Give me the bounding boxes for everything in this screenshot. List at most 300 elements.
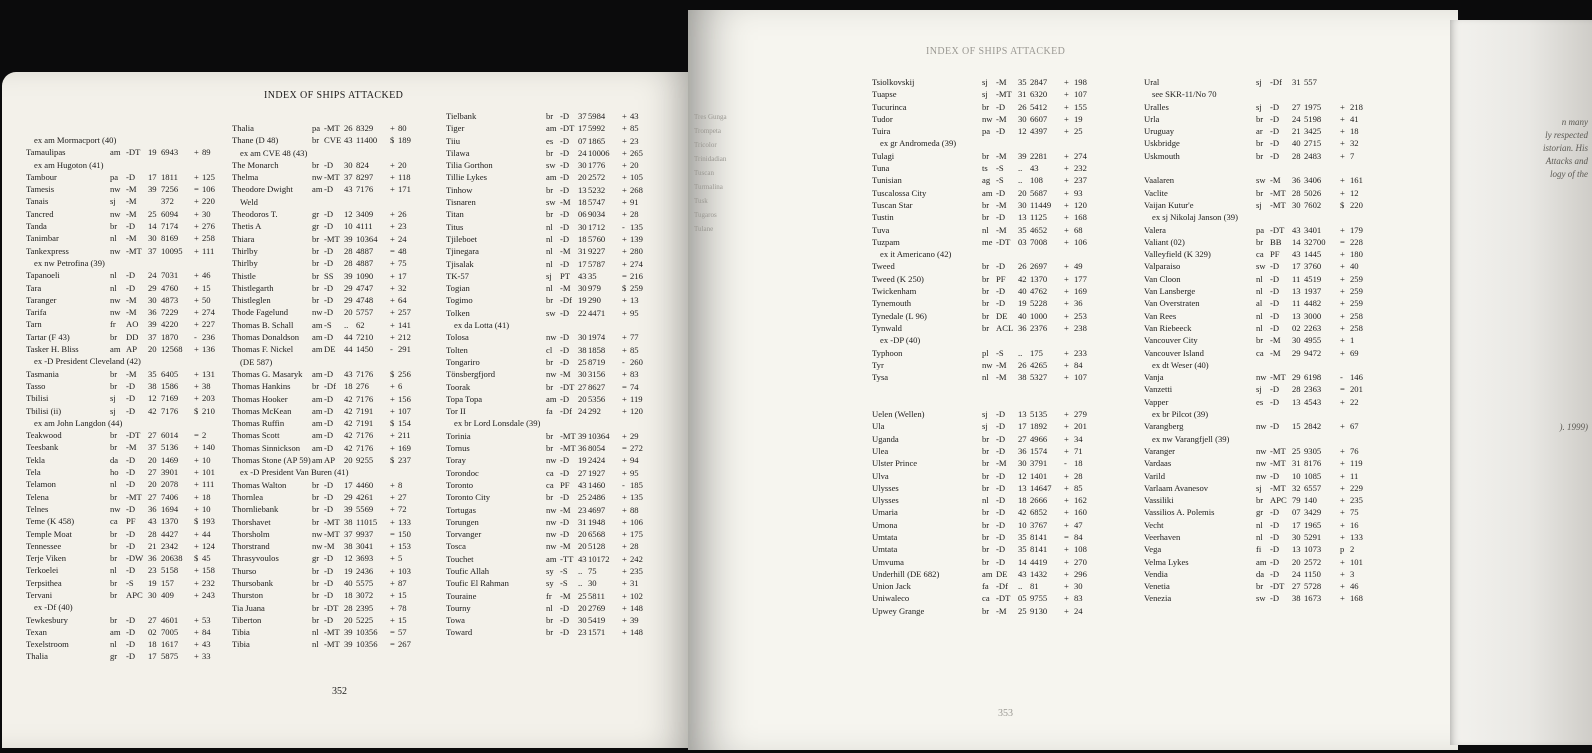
page-ref: 270 [1074,556,1087,567]
index-entry [446,381,676,393]
result: + [1340,286,1345,297]
type: -D [126,380,136,391]
page-ref: 135 [630,221,643,232]
tons: 7229 [161,307,179,318]
index-entry [232,540,437,552]
left-page [2,72,692,748]
page-ref: 175 [630,529,643,540]
index-entry [872,187,1140,199]
built: 42 [344,393,353,404]
ship-name: (DE 587) [240,356,273,367]
index-entry [446,590,676,602]
flag: nl [982,224,989,235]
ship-name: Thornliebank [232,504,279,515]
built: 13 [578,184,587,195]
ship-name: Tennessee [26,540,62,551]
index-entry [872,383,1140,395]
tons: 7174 [161,221,179,232]
built: 27 [148,467,157,478]
tons: 4747 [356,282,374,293]
built: 31 [1018,89,1027,100]
index-entry [872,334,1140,346]
page-ref: 44 [202,528,211,539]
page-ref: 131 [202,368,215,379]
index-entry [232,638,437,650]
index-entry [446,614,676,626]
type: -D [560,356,570,367]
type: -D [1270,568,1280,579]
flag: sj [1256,384,1262,395]
ship-name: Ulysses [872,495,899,506]
ship-name: Van Rees [1144,310,1177,321]
result: + [1340,519,1345,530]
page-ref: 119 [1350,458,1363,469]
index-entry [232,614,437,626]
built: 28 [1292,384,1301,395]
type: -D [324,614,334,625]
result: + [1064,236,1069,247]
result: + [194,651,199,662]
index-entry [26,171,226,183]
result: - [622,356,625,367]
page-ref: 20 [398,159,407,170]
index-entry [446,282,676,294]
page-ref: 71 [1074,445,1083,456]
page-ref: 28 [630,209,639,220]
index-entry [1144,482,1454,494]
result: + [1340,261,1345,272]
result: + [1340,322,1345,333]
page-ref: 10 [202,503,211,514]
index-entry [232,134,437,146]
index-entry [872,137,1140,149]
gutter-fragment: Tugaros [694,211,717,219]
ship-name: Tynwald [872,322,902,333]
result: + [194,393,199,404]
built: 30 [148,233,157,244]
flag: gr [1256,507,1264,518]
flag: nl [110,479,117,490]
ship-name: Varangberg [1144,421,1184,432]
page-ref: 120 [1074,199,1087,210]
ship-name: Toorak [446,381,471,392]
built: 39 [578,430,587,441]
index-entry [232,245,437,257]
result: + [390,504,395,515]
ship-name: Vaclite [1144,187,1168,198]
index-entry [1144,162,1454,174]
tons: 2424 [588,455,606,466]
page-ref: 156 [398,393,411,404]
tons: 5198 [1304,113,1322,124]
page-ref: 259 [1350,286,1363,297]
built: 13 [1018,212,1027,223]
built: 40 [1292,138,1301,149]
tons: 4519 [1304,273,1322,284]
index-entry [232,171,437,183]
built: 29 [1292,347,1301,358]
type: -D [1270,113,1280,124]
built: 39 [344,233,353,244]
ship-name: Ulva [872,470,889,481]
tons: 7031 [161,270,179,281]
result: + [194,380,199,391]
page-ref: 10 [202,454,211,465]
tons: 12568 [161,344,183,355]
index-entry [26,318,226,330]
built: 38 [1018,372,1027,383]
flag: nl [982,372,989,383]
index-entry [446,356,676,368]
ship-name: Tiger [446,123,465,134]
ship-name: Vardaas [1144,458,1172,469]
ship-name: Thalia [232,123,254,133]
type: -D [996,507,1006,518]
index-entry [26,466,226,478]
ship-name: Tjisalak [446,258,474,269]
page-ref: 180 [1350,249,1363,260]
result: + [1064,286,1069,297]
type: -D [560,258,570,269]
result: + [1064,199,1069,210]
index-entry [446,454,676,466]
index-entry [26,355,226,367]
page-ref: 220 [202,196,215,207]
result: + [1064,581,1069,592]
built: 43 [1292,224,1301,235]
result: + [194,577,199,588]
result: + [1340,507,1345,518]
result: + [390,541,395,552]
result: + [1064,544,1069,555]
tons: 9227 [588,246,606,257]
index-entry [232,196,437,208]
result: + [390,295,395,306]
type: DD [126,331,139,342]
built: 27 [578,467,587,478]
flag: es [546,135,554,146]
flag: nl [1256,322,1263,333]
result: + [622,455,627,466]
ship-name: Underhill (DE 682) [872,568,940,579]
built: 38 [578,344,587,355]
built: 35 [148,368,157,379]
type: -D [560,209,570,220]
type: -DT [126,147,141,158]
page-ref: 7 [1350,150,1355,161]
type: -M [126,233,137,244]
index-entry [872,457,1140,469]
flag: br [546,492,554,503]
type: -D [996,544,1006,555]
ship-name: Tervani [26,589,53,600]
ship-name: Thomas Sinnickson [232,442,301,453]
type: DE [996,310,1008,321]
type: -D [126,467,136,478]
tons: 14647 [1030,482,1052,493]
ship-name: Vassiliki [1144,495,1174,506]
ship-name: Ula [872,421,885,432]
ship-name: Thode Fagelund [232,307,289,318]
index-entry [26,306,226,318]
built: 35 [1018,77,1027,87]
ship-name: Valleyfield (K 329) [1144,249,1211,260]
type: -D [560,221,570,232]
built: 24 [1292,113,1301,124]
tons: 4419 [1030,556,1048,567]
index-entry [26,183,226,195]
page-ref: 153 [398,541,411,552]
tons: 1927 [588,467,606,478]
index-entry [1144,347,1454,359]
result: + [1340,556,1345,567]
ship-name: Tuapse [872,89,897,100]
tons: 8169 [161,233,179,244]
page-ref: 242 [630,553,643,564]
page-ref: 101 [1350,556,1363,567]
page-ref: 93 [1074,187,1083,198]
flag: nw [312,528,323,539]
tons: 5687 [1030,187,1048,198]
ship-name: Tornus [446,443,470,454]
flag: br [110,442,118,453]
result: + [1064,126,1069,137]
flag: nw [546,529,557,540]
tons: 2666 [1030,495,1048,506]
tons: 3429 [1304,507,1322,518]
result: + [194,503,199,514]
built: 35 [1018,544,1027,555]
type: -D [560,307,570,318]
index-entry [872,113,1140,125]
type: DE [324,344,336,355]
built: 18 [578,197,587,208]
page-ref: 169 [398,442,411,453]
ship-name: Touchet [446,553,474,564]
ship-name: Varild [1144,470,1166,481]
tons: 62 [356,319,365,330]
page-ref: 160 [1074,507,1087,518]
result: + [390,614,395,625]
ship-name: Tudor [872,113,893,124]
flag: am [546,172,557,183]
type: -D [324,393,334,404]
result: + [194,589,199,600]
result: + [1340,150,1345,161]
page-ref: 120 [630,406,643,417]
ship-name: Vanzetti [1144,384,1173,395]
ship-name: Tanais [26,196,49,207]
tons: 6198 [1304,372,1322,383]
flag: br [982,322,990,333]
flag: br [982,445,990,456]
index-entry [872,322,1140,334]
result: + [194,294,199,305]
type: -M [126,208,137,219]
page-ref: 103 [398,565,411,576]
ship-name: Van Cloon [1144,273,1181,284]
type: -M [324,541,335,552]
result: + [622,393,627,404]
type: -DT [324,602,339,613]
result: + [622,344,627,355]
tons: 2486 [588,492,606,503]
tons: 6405 [161,368,179,379]
tons: 7005 [161,626,179,637]
type: -Df [560,295,572,306]
page-ref: 238 [1074,322,1087,333]
flag: br [982,507,990,518]
tons: 1574 [1030,445,1048,456]
type: -D [996,101,1006,112]
index-entry [232,479,437,491]
index-entry [1144,285,1454,297]
ship-name: Vega [1144,544,1162,555]
page-ref: 198 [1074,77,1087,87]
ship-name: Thurso [232,565,257,576]
page-ref: 268 [630,184,643,195]
page-ref: 95 [630,307,639,318]
index-entry [872,494,1140,506]
tons: 4652 [1030,224,1048,235]
tons: 175 [1030,347,1043,358]
tons: 1150 [1304,568,1321,579]
result: + [622,590,627,601]
index-entry [232,491,437,503]
type: -MT [324,123,340,133]
type: -D [1270,421,1280,432]
result: + [1340,113,1345,124]
tons: 7008 [1030,236,1048,247]
index-entry [232,257,437,269]
tons: 3156 [588,369,606,380]
type: -D [996,409,1006,420]
index-entry [1144,88,1454,100]
tons: 3791 [1030,458,1048,469]
ship-name: Toufic El Rahman [446,578,509,589]
index-entry [26,294,226,306]
index-entry [872,347,1140,359]
type: ACL [996,322,1014,333]
tons: 3425 [1304,126,1322,137]
index-entry [1144,433,1454,445]
page-ref: 193 [202,516,215,527]
type: BB [1270,236,1282,247]
type: -D [996,470,1006,481]
tons: 557 [1304,77,1317,87]
type: -D [560,467,570,478]
gutter-fragment: Tricolor [694,141,717,149]
index-entry [446,626,676,638]
ship-name: Tiiu [446,135,461,146]
page-ref: 276 [202,221,215,232]
flag: am [312,319,323,330]
index-entry [1144,211,1454,223]
index-entry [1144,310,1454,322]
ship-name: Union Jack [872,581,911,592]
page-ref: 84 [1074,531,1083,542]
page-ref: 210 [202,405,215,416]
ship-name: Venetia [1144,581,1170,592]
built: 30 [578,221,587,232]
flag: am [312,455,323,466]
tons: 1432 [1030,568,1048,579]
ship-name: Thistle [232,270,256,281]
result: + [390,430,395,441]
ship-name: Thomas B. Schall [232,319,294,330]
page-ref: 257 [398,307,411,318]
flag: br [982,150,990,161]
ship-name: Tartar (F 43) [26,331,70,342]
result: + [194,319,199,330]
index-entry [26,564,226,576]
index-entry [232,356,437,368]
index-entry [26,589,226,601]
flag: br [546,184,554,195]
built: 44 [344,332,353,343]
built: 27 [148,614,157,625]
tons: 1586 [161,380,179,391]
tons: 7176 [161,405,179,416]
page-ref: 24 [1074,605,1083,616]
type: -D [324,368,334,379]
result: - [622,221,625,232]
result: = [390,627,395,638]
built: 10 [344,221,353,232]
ship-name: Thiara [232,233,255,244]
ship-name: Thomas McKean [232,405,292,416]
built: .. [1018,163,1023,174]
type: -D [560,492,570,503]
index-entry [446,270,676,282]
flag: br [1256,236,1264,247]
flag: br [110,491,118,502]
type: -M [996,113,1007,124]
tons: 4873 [161,294,179,305]
ship-name: Tolosa [446,332,469,343]
tons: 1090 [356,270,374,281]
flag: br [982,556,990,567]
built: 32 [1292,482,1301,493]
flag: am [312,442,323,453]
type: -Df [324,381,336,392]
ship-name: Vaalaren [1144,175,1175,186]
flag: nl [546,233,553,244]
result: = [622,443,627,454]
result: + [622,172,627,183]
page-ref: 83 [630,369,639,380]
type: PF [126,516,136,527]
index-entry [872,162,1140,174]
built: 13 [1292,310,1301,321]
built: .. [344,319,349,330]
index-entry [1144,383,1454,395]
type: -D [1270,544,1280,555]
tons: 1858 [588,344,606,355]
index-entry [446,516,676,528]
page-ref: 106 [202,184,215,195]
page-ref: 38 [202,380,211,391]
flag: br [982,310,990,321]
tons: 3401 [1304,224,1322,235]
built: 07 [578,135,587,146]
ship-name: Theodore Dwight [232,184,293,195]
ship-name: Teakwood [26,430,62,441]
type: -M [996,199,1007,210]
flag: am [312,184,323,195]
page-ref: 267 [398,639,411,650]
type: -D [560,602,570,613]
